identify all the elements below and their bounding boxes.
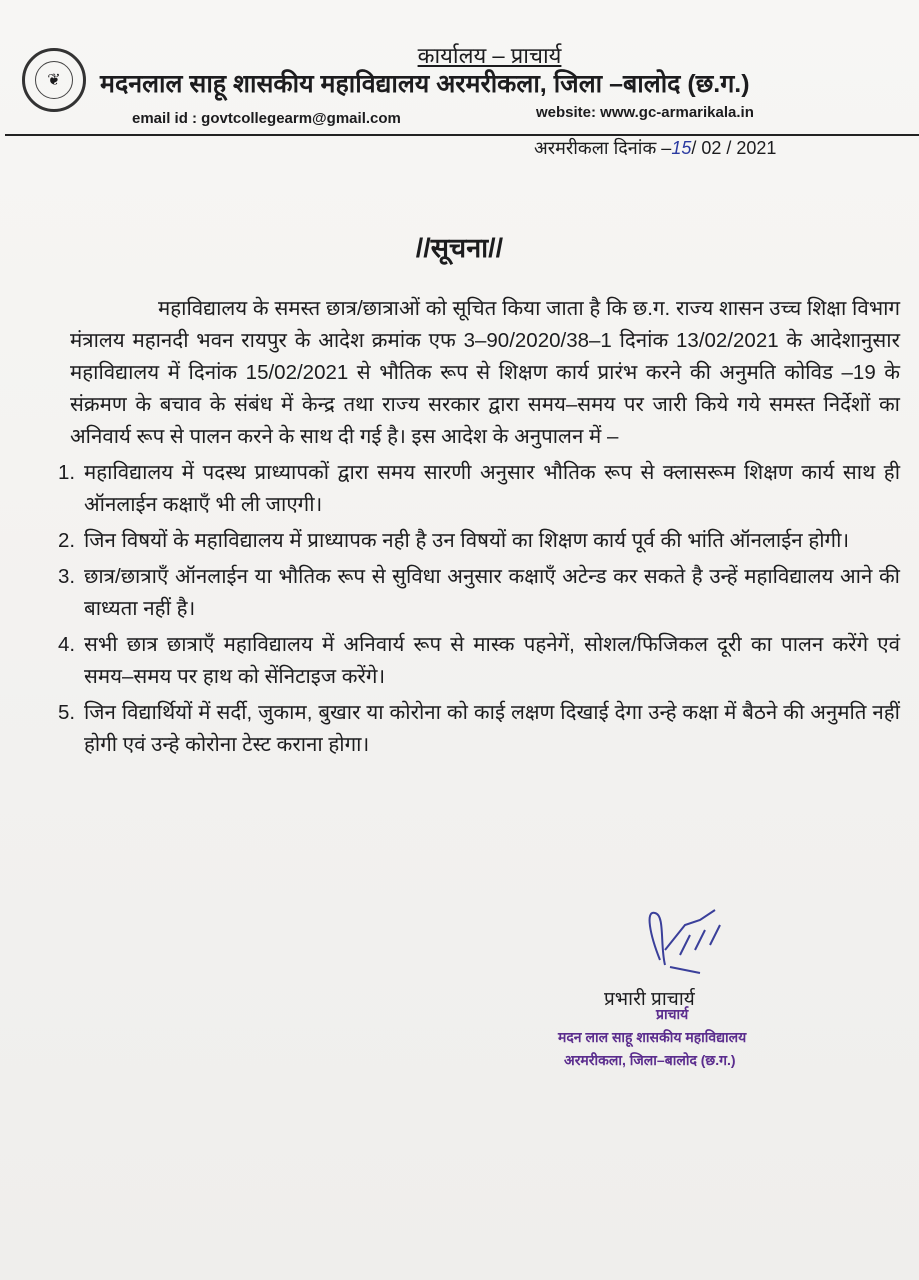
- item-number: 1.: [58, 461, 76, 484]
- item-text: सभी छात्र छात्राएँ महाविद्यालय में अनिवार्य रूप से मास्क पहनेगें, सोशल/फिजिकल दूरी का पालन करेंगे एवं समय–समय पर हाथ को सेंनिटाइज करेंगे।: [84, 633, 900, 688]
- date-day-handwritten: 15: [671, 138, 692, 158]
- date-line: [534, 136, 776, 160]
- signatory-designation: प्रभारी प्राचार्य: [604, 989, 695, 1010]
- item-number: 5.: [58, 701, 76, 724]
- official-stamp: [558, 1003, 746, 1072]
- item-text: महाविद्यालय में पदस्थ प्राध्यापकों द्वारा समय सारणी अनुसार भौतिक रूप से क्लासरूम शिक्षण कार्य साथ ही ऑनलाईन कक्षाएँ भी ली जाएगी।: [84, 461, 900, 516]
- notice-intro: महाविद्यालय के समस्त छात्र/छात्राओं को सूचित किया जाता है कि छ.ग. राज्य शासन उच्च शिक्षा विभाग मंत्रालय महानदी भवन रायपुर के आदेश क्रमांक एफ 3–90/2020/38–1 दिनांक 13/02/2021 के आदेशानुसार महाविद्यालय में दिनांक 15/02/2021 से भौतिक रूप से शिक्षण कार्य प्रारंभ करने की अनुमति कोविड –19 के संक्रमण के बचाव के संबंध में केन्द्र तथा राज्य सरकार द्वारा समय–समय पर जारी किये गये समस्त निर्देशों का अनिवार्य रूप से पालन करने के साथ दी गई है। इस आदेश के अनुपालन में –: [70, 297, 900, 448]
- date-prefix: अरमरीकला दिनांक –: [534, 138, 672, 158]
- list-item: [58, 629, 900, 693]
- item-text: जिन विषयों के महाविद्यालय में प्राध्यापक नही है उन विषयों का शिक्षण कार्य पूर्व की भांति ऑनलाईन होगी।: [84, 529, 850, 552]
- list-item: [58, 457, 900, 521]
- list-item: [58, 697, 900, 761]
- notice-body: [58, 293, 900, 761]
- college-name: मदनलाल साहू शासकीय महाविद्यालय अरमरीकला, जिला –बालोद (छ.ग.): [100, 70, 750, 98]
- email-address: email id : govtcollegearm@gmail.com: [132, 110, 401, 127]
- item-number: 2.: [58, 529, 76, 552]
- college-seal-icon: ❦: [22, 48, 86, 112]
- item-text: छात्र/छात्राएँ ऑनलाईन या भौतिक रूप से सुविधा अनुसार कक्षाएँ अटेन्ड कर सकते है उन्हें महाविद्यालय आने की बाध्यता नहीं है।: [84, 565, 900, 620]
- stamp-line: अरमरीकला, जिला–बालोद (छ.ग.): [564, 1052, 736, 1068]
- stamp-title: प्राचार्य: [656, 1006, 689, 1022]
- date-rest: / 02 / 2021: [691, 138, 777, 158]
- list-item: [58, 561, 900, 625]
- list-item: [58, 525, 900, 557]
- handwritten-signature: [640, 905, 750, 975]
- header-divider: [5, 134, 919, 136]
- item-text: जिन विद्यार्थियों में सर्दी, जुकाम, बुखार या कोरोना को काई लक्षण दिखाई देगा उन्हे कक्षा में बैठने की अनुमति नहीं होगी एवं उन्हे कोरोना टेस्ट कराना होगा।: [84, 701, 900, 756]
- item-number: 3.: [58, 565, 76, 588]
- instruction-list: [58, 457, 900, 761]
- notice-title: //सूचना//: [415, 233, 504, 263]
- stamp-line: मदन लाल साहू शासकीय महाविद्यालय: [558, 1029, 747, 1045]
- website: website: www.gc-armarikala.in: [536, 104, 754, 121]
- office-title: कार्यालय – प्राचार्य: [417, 43, 562, 68]
- item-number: 4.: [58, 633, 76, 656]
